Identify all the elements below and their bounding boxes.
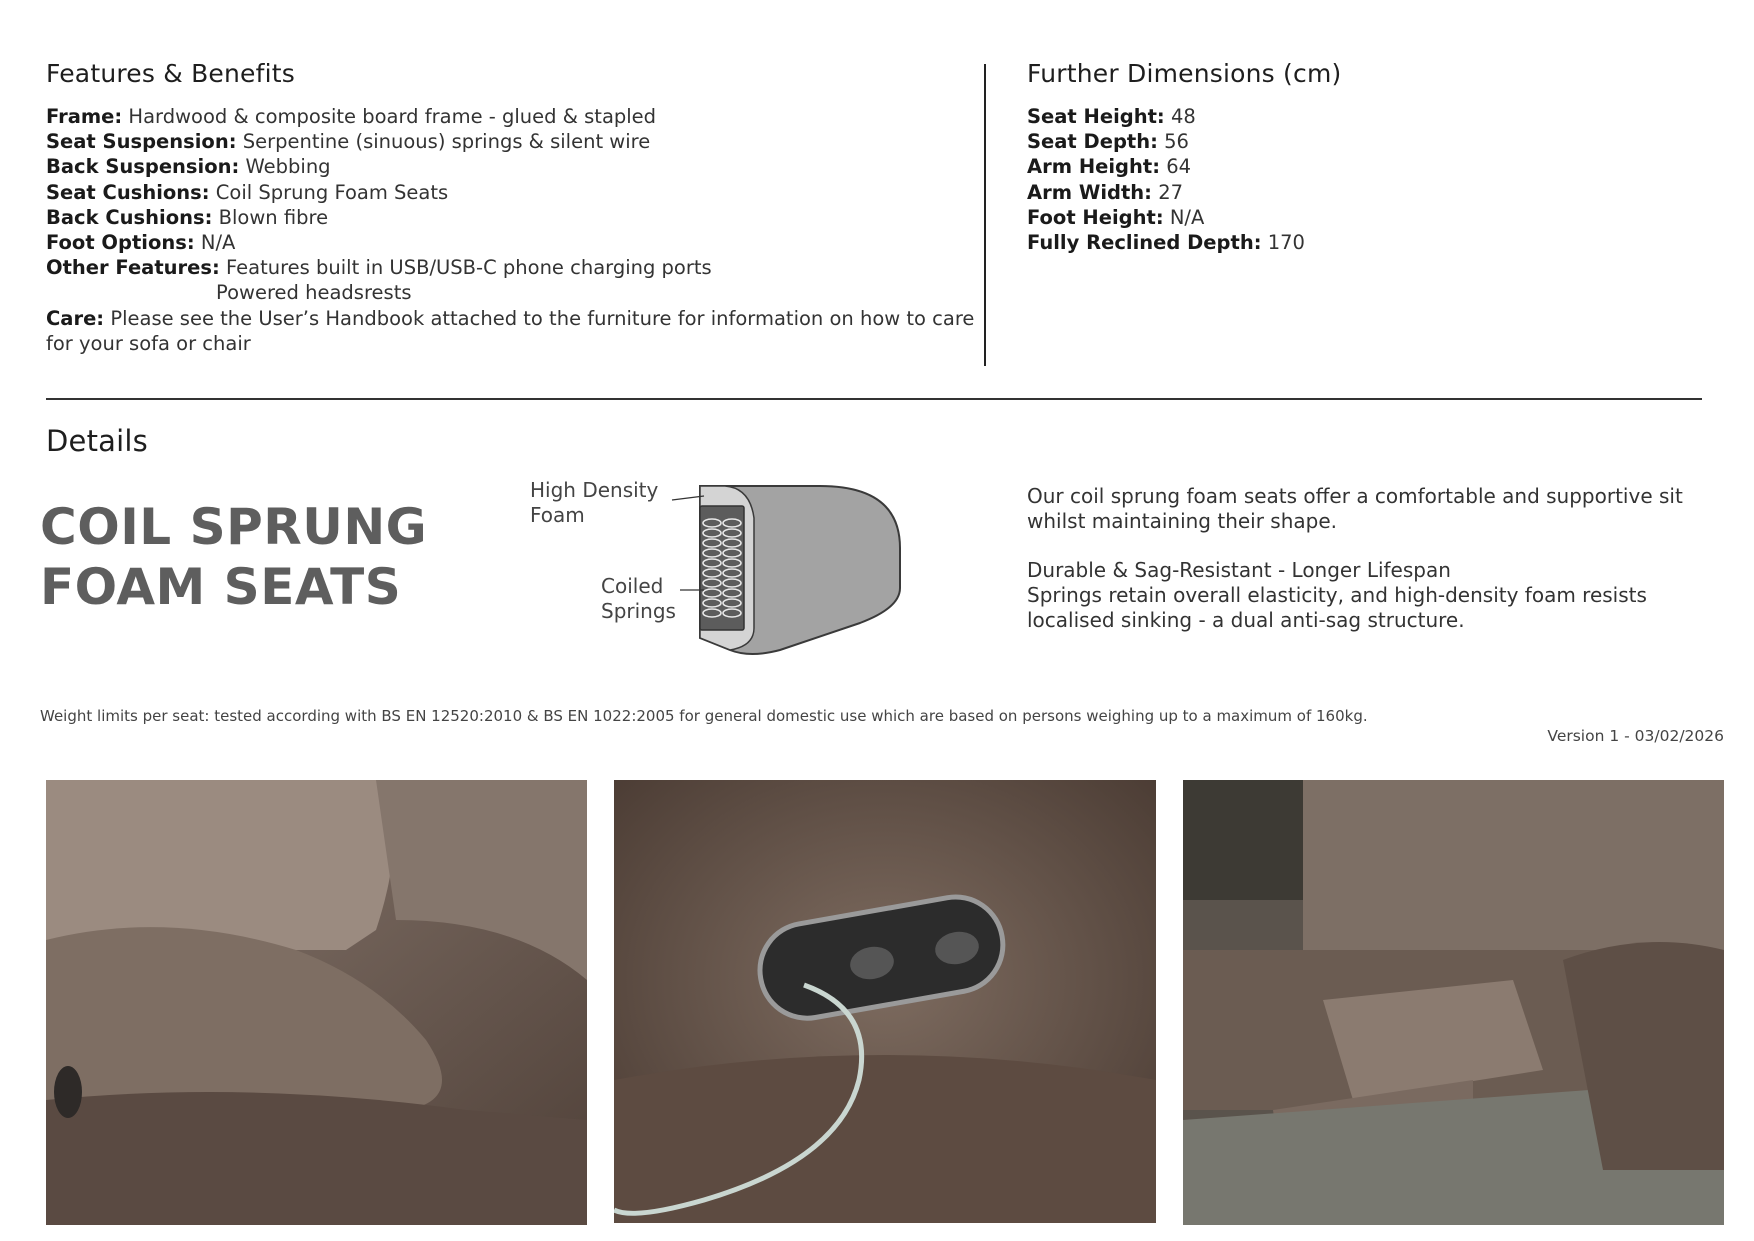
feature-care: Care: Please see the User’s Handbook attached to the furniture for information on how to care for your sofa or chair <box>46 306 975 355</box>
usb-charging-port-photo <box>614 780 1156 1223</box>
description-intro: Our coil sprung foam seats offer a comfortable and supportive sit whilst maintaining their shape. <box>1027 484 1683 533</box>
springs-label: Coiled Springs <box>601 574 676 623</box>
coil-spring-block-icon <box>700 506 744 630</box>
dimension-arm-width: Arm Width: 27 <box>1027 180 1184 204</box>
title-line-1: COIL SPRUNG <box>40 498 428 556</box>
details-description <box>1027 484 1707 633</box>
weight-limit-note: Weight limits per seat: tested according with BS EN 12520:2010 & BS EN 1022:2005 for general domestic use which are based on persons weighing up to a maximum of 160kg. <box>40 707 1368 725</box>
version-label: Version 1 - 03/02/2026 <box>1547 727 1724 745</box>
seat-cushion-diagram <box>660 478 910 663</box>
reclined-sofa-photo <box>1183 780 1724 1225</box>
features-heading: Features & Benefits <box>46 59 296 88</box>
dimension-seat-height: Seat Height: 48 <box>1027 105 1196 128</box>
feature-frame: Frame: Hardwood & composite board frame - glued & stapled <box>46 105 657 128</box>
dimension-arm-height: Arm Height: 64 <box>1027 155 1192 179</box>
dimensions-list <box>1027 104 1627 255</box>
feature-back-suspension: Back Suspension: Webbing <box>46 155 331 179</box>
feature-seat-suspension: Seat Suspension: Serpentine (sinuous) springs & silent wire <box>46 130 651 154</box>
product-feature-title <box>40 497 427 617</box>
feature-foot-options: Foot Options: N/A <box>46 231 236 255</box>
feature-other-line2: Powered headsrests <box>216 281 412 305</box>
feature-back-cushions: Back Cushions: Blown fibre <box>46 205 329 229</box>
sofa-armrest-photo <box>46 780 587 1225</box>
feature-seat-cushions: Seat Cushions: Coil Sprung Foam Seats <box>46 180 449 204</box>
section-divider <box>46 398 1702 400</box>
dimensions-heading: Further Dimensions (cm) <box>1027 59 1342 88</box>
description-body: Springs retain overall elasticity, and high-density foam resists localised sinking - a dual anti-sag structure. <box>1027 583 1647 632</box>
details-heading: Details <box>46 424 148 458</box>
dimension-foot-height: Foot Height: N/A <box>1027 205 1205 229</box>
foam-label: High Density Foam <box>530 478 659 527</box>
column-divider <box>984 64 986 366</box>
dimension-reclined-depth: Fully Reclined Depth: 170 <box>1027 231 1305 255</box>
feature-other: Other Features: Features built in USB/USB-C phone charging ports Powered headsrests <box>46 255 976 305</box>
dimension-seat-depth: Seat Depth: 56 <box>1027 130 1189 154</box>
features-list <box>46 104 976 356</box>
description-subtitle: Durable & Sag-Resistant - Longer Lifespan <box>1027 558 1451 582</box>
title-line-2: FOAM SEATS <box>40 558 402 616</box>
